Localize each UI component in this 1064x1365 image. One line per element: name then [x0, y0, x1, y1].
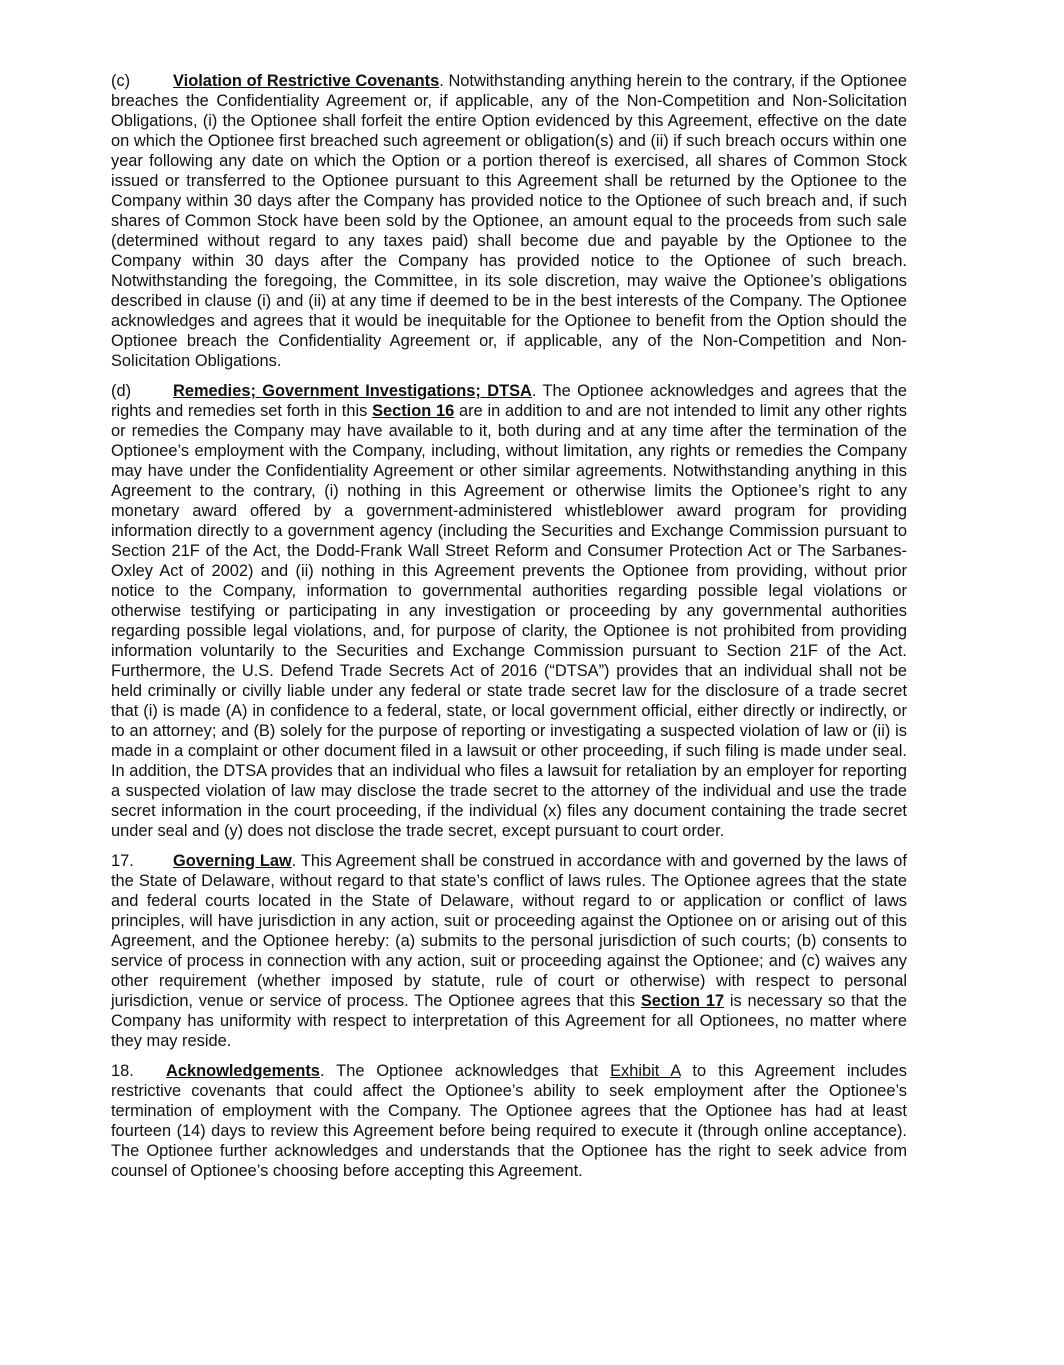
paragraph-c — [111, 71, 907, 371]
section-text: . The Optionee acknowledges that — [319, 1062, 611, 1080]
section-text: . This Agreement shall be construed in accordance with and governed by the laws of the State of Delaware, without regard to that state’s conflict of laws rules. The Optionee agrees that the state and federal courts located in the State of Delaware, without regard to or application or conflict of laws principles, will have jurisdiction in any action, suit or proceeding against the Optionee on or arising out of this Agreement, and the Optionee hereby: (a) submits to the personal jurisdiction of such courts; (b) consents to service of process in connection with any action, suit or proceeding against the Optionee; and (c) waives any other requirement (whether imposed by statute, rule of court or otherwise) with respect to personal jurisdiction, venue or service of process. The Optionee agrees that this — [111, 852, 907, 1010]
paragraph-text: . The Optionee acknowledges and agrees that the rights and remedies set forth in this — [111, 382, 907, 420]
section-18-acknowledgements — [111, 1061, 907, 1181]
paragraph-heading: Remedies; Government Investigations; DTSA — [173, 382, 532, 400]
paragraph-number: (c) — [111, 72, 131, 90]
section-heading: Governing Law — [173, 852, 292, 870]
section-heading: Acknowledgements — [166, 1062, 320, 1080]
section-number: 17. — [111, 852, 134, 870]
document-page — [111, 71, 907, 1191]
section-reference: Section 17 — [640, 992, 725, 1010]
section-17-governing-law — [111, 851, 907, 1051]
paragraph-number: (d) — [111, 382, 132, 400]
section-number: 18. — [111, 1062, 134, 1080]
section-reference: Section 16 — [372, 402, 455, 420]
paragraph-heading: Violation of Restrictive Covenants — [173, 72, 440, 90]
section-text: to this Agreement includes restrictive covenants that could affect the Optionee’s ability to seek employment after the Optionee’s termination of employment with the Company. The Optionee agrees that the Optionee has had at least fourteen (14) days to review this Agreement before being required to execute it (through online acceptance). The Optionee further acknowledges and understands that the Optionee has the right to seek advice from counsel of Optionee’s choosing before accepting this Agreement. — [111, 1062, 907, 1180]
paragraph-text: are in addition to and are not intended to limit any other rights or remedies the Company may have available to it, both during and at any time after the termination of the Optionee’s employment with the Company, including, without limitation, any rights or remedies the Company may have under the Confidentiality Agreement or other similar agreements. Notwithstanding anything in this Agreement to the contrary, (i) nothing in this Agreement or otherwise limits the Optionee’s right to any monetary award offered by a government-administered whistleblower award program for providing information directly to a government agency (including the Securities and Exchange Commission pursuant to Section 21F of the Act, the Dodd-Frank Wall Street Reform and Consumer Protection Act or The Sarbanes-Oxley Act of 2002) and (ii) nothing in this Agreement prevents the Optionee from providing, without prior notice to the Company, information to governmental authorities regarding possible legal violations or otherwise testifying or participating in any investigation or proceeding by any governmental authorities regarding possible legal violations, and, for purpose of clarity, the Optionee is not prohibited from providing information voluntarily to the Securities and Exchange Commission pursuant to Section 21F of the Act. Furthermore, the U.S. Defend Trade Secrets Act of 2016 (“DTSA”) provides that an individual shall not be held criminally or civilly liable under any federal or state trade secret law for the disclosure of a trade secret that (i) is made (A) in confidence to a federal, state, or local government official, either directly or indirectly, or to an attorney; and (B) solely for the purpose of reporting or investigating a suspected violation of law or (ii) is made in a complaint or other document filed in a lawsuit or other proceeding, if such filing is made under seal. In addition, the DTSA provides that an individual who files a lawsuit for retaliation by an employer for reporting a suspected violation of law may disclose the trade secret to the attorney of the individual and use the trade secret information in the court proceeding, if the individual (x) files any document containing the trade secret under seal and (y) does not disclose the trade secret, except pursuant to court order. — [111, 402, 907, 840]
section-text: is necessary so that the Company has uniformity with respect to interpretation of this Agreement for all Optionees, no matter where they may reside. — [111, 992, 907, 1050]
paragraph-d — [111, 381, 907, 841]
paragraph-text: . Notwithstanding anything herein to the contrary, if the Optionee breaches the Confidentiality Agreement or, if applicable, any of the Non-Competition and Non-Solicitation Obligations, (i) the Optionee shall forfeit the entire Option evidenced by this Agreement, effective on the date on which the Optionee first breached such agreement or obligation(s) and (ii) if such breach occurs within one year following any date on which the Option or a portion thereof is exercised, all shares of Common Stock issued or transferred to the Optionee pursuant to this Agreement shall be returned by the Optionee to the Company within 30 days after the Company has provided notice to the Optionee of such breach and, if such shares of Common Stock have been sold by the Optionee, an amount equal to the proceeds from such sale (determined without regard to any taxes paid) shall become due and payable by the Optionee to the Company within 30 days after the Company has provided notice to the Optionee of such breach. Notwithstanding the foregoing, the Committee, in its sole discretion, may waive the Optionee’s obligations described in clause (i) and (ii) at any time if deemed to be in the best interests of the Company. The Optionee acknowledges and agrees that it would be inequitable for the Optionee to benefit from the Option should the Optionee breach the Confidentiality Agreement or, if applicable, any of the Non-Competition and Non-Solicitation Obligations. — [111, 72, 907, 370]
exhibit-reference: Exhibit A — [610, 1062, 681, 1080]
